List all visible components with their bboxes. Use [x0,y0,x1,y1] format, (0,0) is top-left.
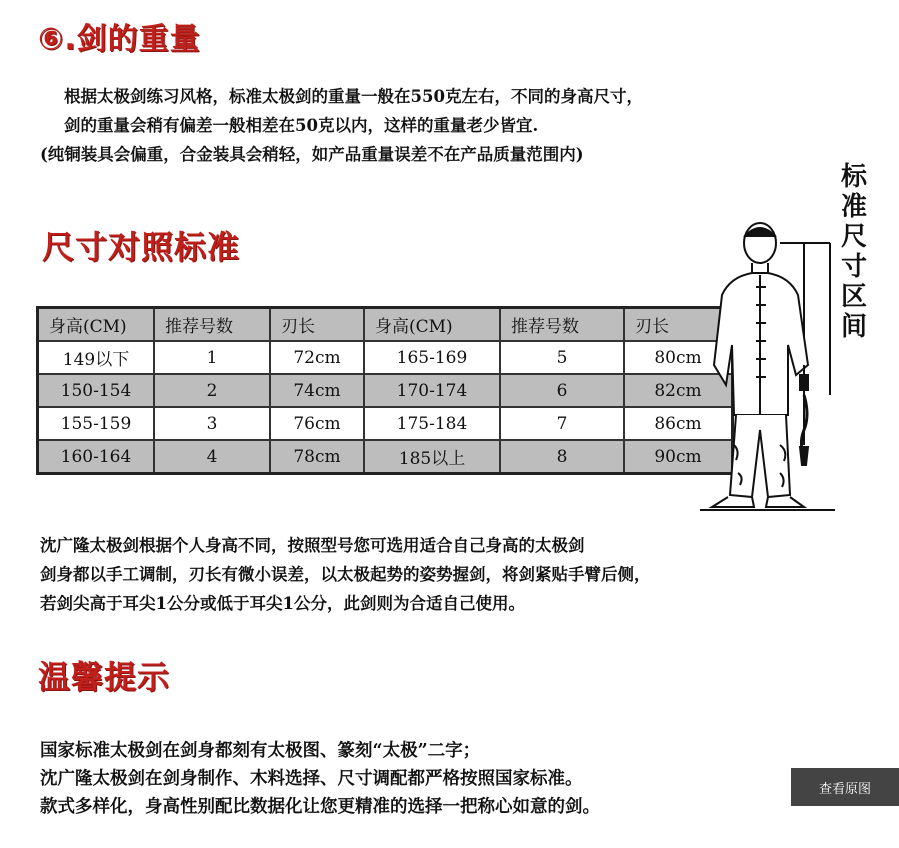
vertical-char: 区 [840,282,867,312]
table-cell: 2 [154,374,270,407]
selection-line-3: 若剑尖高于耳尖1公分或低于耳尖1公分，此剑则为合适自己使用。 [40,594,525,613]
tai-chi-figure-illustration [700,215,835,515]
header-size-no-1: 推荐号数 [154,308,270,342]
table-cell: 155-159 [38,407,155,440]
header-blade-length-2: 刃长 [624,308,733,342]
tips-line-1: 国家标准太极剑在剑身都刻有太极图、篆刻“太极”二字； [40,741,481,761]
section-title-size-chart: 尺寸对照标准 [42,228,241,266]
vertical-char: 标 [840,162,867,192]
table-cell: 72cm [270,341,364,374]
section-title-weight: ⑥.剑的重量 [38,22,201,57]
table-row [38,407,733,440]
table-cell: 78cm [270,440,364,474]
header-height-2: 身高(CM) [364,308,500,342]
weight-line-2: 剑的重量会稍有偏差一般相差在50克以内，这样的重量老少皆宜. [64,116,539,135]
table-row [38,374,733,407]
table-cell: 160-164 [38,440,155,474]
table-cell: 150-154 [38,374,155,407]
table-cell: 76cm [270,407,364,440]
table-cell: 185以上 [364,440,500,474]
tips-line-2: 沈广隆太极剑在剑身制作、木料选择、尺寸调配都严格按照国家标准。 [40,769,583,789]
weight-line-3: (纯铜装具会偏重，合金装具会稍轻，如产品重量误差不在产品质量范围内) [40,145,584,164]
table-cell: 82cm [624,374,733,407]
table-cell: 170-174 [364,374,500,407]
header-blade-length-1: 刃长 [270,308,364,342]
table-cell: 165-169 [364,341,500,374]
table-cell: 90cm [624,440,733,474]
table-cell: 7 [500,407,624,440]
header-size-no-2: 推荐号数 [500,308,624,342]
vertical-label-size-range [838,162,870,342]
table-cell: 80cm [624,341,733,374]
section-title-tips: 温馨提示 [38,658,171,696]
weight-description [40,82,643,169]
table-cell: 5 [500,341,624,374]
vertical-char: 尺 [840,222,867,252]
table-row [38,341,733,374]
table-cell: 86cm [624,407,733,440]
vertical-char: 间 [840,312,867,342]
selection-line-1: 沈广隆太极剑根据个人身高不同，按照型号您可选用适合自己身高的太极剑 [40,536,585,555]
table-cell: 3 [154,407,270,440]
header-height-1: 身高(CM) [38,308,155,342]
view-original-button[interactable]: 查看原图 [791,768,899,806]
vertical-char: 寸 [840,252,867,282]
tips-line-3: 款式多样化，身高性别配比数据化让您更精准的选择一把称心如意的剑。 [40,797,600,817]
table-cell: 1 [154,341,270,374]
table-cell: 6 [500,374,624,407]
table-cell: 8 [500,440,624,474]
table-header-row [38,308,733,342]
table-cell: 4 [154,440,270,474]
size-chart-table [36,306,734,475]
table-cell: 149以下 [38,341,155,374]
selection-notes [40,531,651,618]
table-cell: 74cm [270,374,364,407]
selection-line-2: 剑身都以手工调制，刃长有微小误差，以太极起势的姿势握剑，将剑紧贴手臂后侧， [40,565,651,584]
table-row [38,440,733,474]
tips-text [40,737,600,821]
vertical-char: 准 [840,192,867,222]
table-cell: 175-184 [364,407,500,440]
weight-line-1: 根据太极剑练习风格，标准太极剑的重量一般在550克左右，不同的身高尺寸， [64,87,643,106]
